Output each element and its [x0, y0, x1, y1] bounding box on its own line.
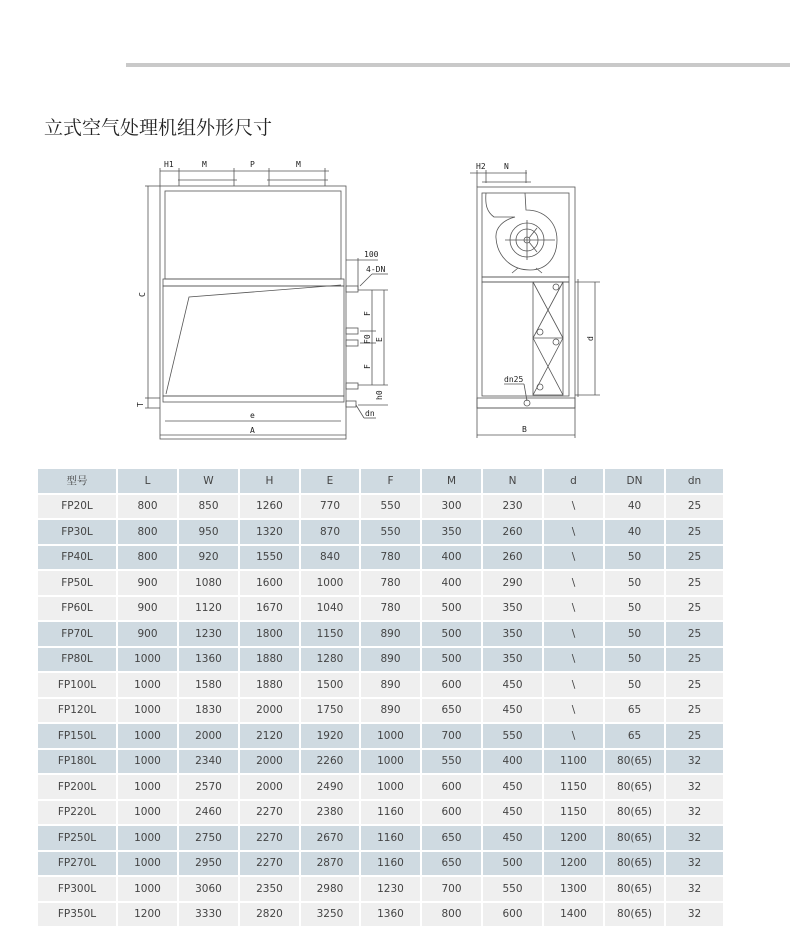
cell-dn-lower: 32 — [666, 801, 723, 825]
cell-l: 1200 — [118, 903, 177, 927]
cell-d: \ — [544, 648, 603, 672]
label-t: T — [136, 402, 145, 407]
cell-w: 850 — [179, 495, 238, 519]
cell-dn-lower: 25 — [666, 546, 723, 570]
cell-w: 1580 — [179, 673, 238, 697]
label-n: N — [504, 162, 509, 171]
cell-dn-upper: 40 — [605, 520, 664, 544]
cell-e: 1040 — [301, 597, 359, 621]
label-h1: H1 — [164, 160, 174, 169]
cell-l: 800 — [118, 546, 177, 570]
cell-h: 1880 — [240, 648, 299, 672]
label-dn25: dn25 — [504, 375, 524, 384]
cell-l: 1000 — [118, 724, 177, 748]
cell-model: FP120L — [38, 699, 116, 723]
cell-model: FP180L — [38, 750, 116, 774]
side-view-drawing — [470, 162, 600, 438]
label-h2: H2 — [476, 162, 486, 171]
cell-dn-lower: 25 — [666, 520, 723, 544]
cell-h: 2120 — [240, 724, 299, 748]
cell-n: 550 — [483, 724, 542, 748]
cell-n: 500 — [483, 852, 542, 876]
table-row — [38, 622, 723, 646]
cell-f: 890 — [361, 699, 420, 723]
cell-d: 1400 — [544, 903, 603, 927]
cell-d: \ — [544, 520, 603, 544]
cell-h: 2350 — [240, 877, 299, 901]
cell-model: FP60L — [38, 597, 116, 621]
cell-h: 1670 — [240, 597, 299, 621]
label-f-lower: F — [363, 364, 372, 369]
cell-f: 1160 — [361, 801, 420, 825]
cell-m: 600 — [422, 673, 481, 697]
cell-m: 550 — [422, 750, 481, 774]
cell-f: 890 — [361, 648, 420, 672]
cell-model: FP70L — [38, 622, 116, 646]
cell-e: 2380 — [301, 801, 359, 825]
cell-l: 800 — [118, 495, 177, 519]
table-row — [38, 903, 723, 927]
cell-l: 1000 — [118, 852, 177, 876]
cell-m: 300 — [422, 495, 481, 519]
label-a: A — [250, 426, 255, 435]
cell-l: 1000 — [118, 801, 177, 825]
table-row — [38, 750, 723, 774]
cell-e: 1500 — [301, 673, 359, 697]
cell-w: 920 — [179, 546, 238, 570]
label-h0: h0 — [375, 390, 384, 400]
dimension-spec-table — [36, 467, 725, 928]
cell-w: 3060 — [179, 877, 238, 901]
cell-d: 1150 — [544, 775, 603, 799]
cell-dn-lower: 32 — [666, 775, 723, 799]
cell-m: 650 — [422, 826, 481, 850]
cell-w: 1230 — [179, 622, 238, 646]
cell-d: 1200 — [544, 852, 603, 876]
cell-h: 2820 — [240, 903, 299, 927]
cell-h: 2270 — [240, 826, 299, 850]
cell-m: 700 — [422, 724, 481, 748]
cell-m: 400 — [422, 546, 481, 570]
cell-d: 1100 — [544, 750, 603, 774]
cell-dn-upper: 50 — [605, 546, 664, 570]
table-row — [38, 877, 723, 901]
cell-model: FP250L — [38, 826, 116, 850]
cell-dn-upper: 65 — [605, 724, 664, 748]
cell-dn-lower: 25 — [666, 699, 723, 723]
label-p: P — [250, 160, 255, 169]
col-header-e: E — [301, 469, 359, 493]
cell-f: 1230 — [361, 877, 420, 901]
cell-e: 2870 — [301, 852, 359, 876]
cell-e: 2670 — [301, 826, 359, 850]
cell-dn-lower: 25 — [666, 648, 723, 672]
cell-m: 500 — [422, 648, 481, 672]
cell-e: 1750 — [301, 699, 359, 723]
cell-l: 900 — [118, 571, 177, 595]
table-row — [38, 724, 723, 748]
cell-f: 890 — [361, 622, 420, 646]
cell-d: \ — [544, 495, 603, 519]
cell-dn-upper: 50 — [605, 597, 664, 621]
cell-m: 600 — [422, 775, 481, 799]
cell-w: 1080 — [179, 571, 238, 595]
cell-w: 2340 — [179, 750, 238, 774]
col-header-h: H — [240, 469, 299, 493]
table-row — [38, 597, 723, 621]
cell-dn-upper: 80(65) — [605, 877, 664, 901]
label-4-dn: 4-DN — [366, 265, 386, 274]
cell-dn-lower: 32 — [666, 877, 723, 901]
cell-l: 1000 — [118, 826, 177, 850]
cell-e: 870 — [301, 520, 359, 544]
cell-h: 1320 — [240, 520, 299, 544]
table-row — [38, 775, 723, 799]
cell-n: 230 — [483, 495, 542, 519]
cell-dn-upper: 50 — [605, 648, 664, 672]
cell-f: 1160 — [361, 826, 420, 850]
cell-w: 2570 — [179, 775, 238, 799]
page-title: 立式空气处理机组外形尺寸 — [44, 117, 273, 139]
col-header-f: F — [361, 469, 420, 493]
cell-e: 2490 — [301, 775, 359, 799]
cell-dn-upper: 40 — [605, 495, 664, 519]
cell-dn-upper: 80(65) — [605, 801, 664, 825]
cell-dn-lower: 32 — [666, 826, 723, 850]
table-row — [38, 673, 723, 697]
cell-d: \ — [544, 622, 603, 646]
col-header-dn-upper: DN — [605, 469, 664, 493]
cell-l: 800 — [118, 520, 177, 544]
label-f-upper: F — [363, 311, 372, 316]
table-row — [38, 520, 723, 544]
cell-m: 500 — [422, 622, 481, 646]
cell-m: 500 — [422, 597, 481, 621]
cell-dn-lower: 25 — [666, 597, 723, 621]
table-header-row — [38, 469, 723, 493]
cell-w: 2750 — [179, 826, 238, 850]
cell-h: 1880 — [240, 673, 299, 697]
cell-m: 800 — [422, 903, 481, 927]
cell-m: 350 — [422, 520, 481, 544]
cell-f: 1000 — [361, 775, 420, 799]
cell-f: 1000 — [361, 750, 420, 774]
col-header-d: d — [544, 469, 603, 493]
cell-m: 600 — [422, 801, 481, 825]
front-view-drawing — [136, 160, 388, 439]
col-header-n: N — [483, 469, 542, 493]
table-row — [38, 826, 723, 850]
cell-h: 1800 — [240, 622, 299, 646]
label-e: e — [250, 411, 255, 420]
table-body — [38, 495, 723, 927]
cell-d: \ — [544, 699, 603, 723]
cell-w: 1360 — [179, 648, 238, 672]
cell-w: 2000 — [179, 724, 238, 748]
cell-n: 450 — [483, 673, 542, 697]
cell-w: 1830 — [179, 699, 238, 723]
cell-n: 450 — [483, 826, 542, 850]
cell-m: 400 — [422, 571, 481, 595]
cell-f: 780 — [361, 571, 420, 595]
cell-w: 3330 — [179, 903, 238, 927]
cell-dn-upper: 50 — [605, 673, 664, 697]
cell-h: 2000 — [240, 699, 299, 723]
cell-h: 1600 — [240, 571, 299, 595]
label-100: 100 — [364, 250, 379, 259]
cell-f: 780 — [361, 546, 420, 570]
cell-model: FP150L — [38, 724, 116, 748]
cell-n: 290 — [483, 571, 542, 595]
cell-l: 900 — [118, 622, 177, 646]
cell-n: 350 — [483, 597, 542, 621]
cell-f: 550 — [361, 520, 420, 544]
cell-n: 600 — [483, 903, 542, 927]
label-e-dim: E — [375, 337, 384, 342]
label-m-left: M — [202, 160, 207, 169]
cell-h: 2270 — [240, 852, 299, 876]
label-dn: dn — [365, 409, 375, 418]
cell-m: 650 — [422, 852, 481, 876]
cell-d: \ — [544, 673, 603, 697]
cell-dn-lower: 25 — [666, 622, 723, 646]
cell-dn-lower: 25 — [666, 673, 723, 697]
cell-f: 780 — [361, 597, 420, 621]
cell-e: 1150 — [301, 622, 359, 646]
cell-model: FP300L — [38, 877, 116, 901]
cell-w: 2950 — [179, 852, 238, 876]
cell-l: 1000 — [118, 673, 177, 697]
cell-w: 2460 — [179, 801, 238, 825]
cell-f: 1360 — [361, 903, 420, 927]
cell-dn-upper: 50 — [605, 622, 664, 646]
cell-model: FP220L — [38, 801, 116, 825]
cell-h: 2000 — [240, 750, 299, 774]
cell-l: 1000 — [118, 775, 177, 799]
cell-l: 1000 — [118, 750, 177, 774]
cell-n: 400 — [483, 750, 542, 774]
cell-l: 1000 — [118, 699, 177, 723]
cell-h: 2000 — [240, 775, 299, 799]
cell-d: \ — [544, 724, 603, 748]
cell-dn-upper: 80(65) — [605, 852, 664, 876]
cell-model: FP200L — [38, 775, 116, 799]
col-header-w: W — [179, 469, 238, 493]
table-row — [38, 648, 723, 672]
cell-dn-upper: 80(65) — [605, 775, 664, 799]
cell-l: 1000 — [118, 877, 177, 901]
cell-m: 650 — [422, 699, 481, 723]
cell-dn-lower: 32 — [666, 852, 723, 876]
cell-dn-upper: 80(65) — [605, 826, 664, 850]
table-row — [38, 852, 723, 876]
dimension-drawings — [0, 0, 790, 460]
cell-e: 770 — [301, 495, 359, 519]
cell-dn-lower: 32 — [666, 903, 723, 927]
cell-n: 260 — [483, 520, 542, 544]
cell-f: 1160 — [361, 852, 420, 876]
cell-n: 450 — [483, 699, 542, 723]
cell-h: 1550 — [240, 546, 299, 570]
cell-d: 1200 — [544, 826, 603, 850]
cell-d: 1300 — [544, 877, 603, 901]
cell-dn-lower: 25 — [666, 495, 723, 519]
cell-model: FP100L — [38, 673, 116, 697]
cell-model: FP50L — [38, 571, 116, 595]
cell-e: 1280 — [301, 648, 359, 672]
cell-l: 1000 — [118, 648, 177, 672]
cell-e: 2260 — [301, 750, 359, 774]
table-row — [38, 495, 723, 519]
cell-h: 1260 — [240, 495, 299, 519]
label-c: C — [138, 292, 147, 297]
cell-n: 260 — [483, 546, 542, 570]
cell-dn-lower: 25 — [666, 571, 723, 595]
cell-dn-upper: 50 — [605, 571, 664, 595]
cell-dn-upper: 80(65) — [605, 903, 664, 927]
cell-d: \ — [544, 571, 603, 595]
cell-w: 950 — [179, 520, 238, 544]
cell-model: FP20L — [38, 495, 116, 519]
cell-e: 1920 — [301, 724, 359, 748]
label-f0: F0 — [363, 334, 372, 344]
cell-f: 550 — [361, 495, 420, 519]
cell-model: FP80L — [38, 648, 116, 672]
cell-model: FP30L — [38, 520, 116, 544]
table-row — [38, 801, 723, 825]
label-b: B — [522, 425, 527, 434]
cell-n: 450 — [483, 801, 542, 825]
cell-dn-lower: 25 — [666, 724, 723, 748]
cell-n: 350 — [483, 648, 542, 672]
cell-d: 1150 — [544, 801, 603, 825]
cell-l: 900 — [118, 597, 177, 621]
label-m-right: M — [296, 160, 301, 169]
col-header-model: 型号 — [38, 469, 116, 493]
cell-f: 1000 — [361, 724, 420, 748]
cell-dn-upper: 65 — [605, 699, 664, 723]
cell-m: 700 — [422, 877, 481, 901]
cell-e: 1000 — [301, 571, 359, 595]
col-header-dn-lower: dn — [666, 469, 723, 493]
cell-model: FP40L — [38, 546, 116, 570]
cell-n: 450 — [483, 775, 542, 799]
cell-dn-upper: 80(65) — [605, 750, 664, 774]
table-row — [38, 571, 723, 595]
cell-n: 550 — [483, 877, 542, 901]
cell-model: FP270L — [38, 852, 116, 876]
table-row — [38, 546, 723, 570]
cell-dn-lower: 32 — [666, 750, 723, 774]
cell-f: 890 — [361, 673, 420, 697]
cell-e: 3250 — [301, 903, 359, 927]
cell-model: FP350L — [38, 903, 116, 927]
cell-w: 1120 — [179, 597, 238, 621]
label-d: d — [586, 336, 595, 341]
cell-n: 350 — [483, 622, 542, 646]
col-header-l: L — [118, 469, 177, 493]
col-header-m: M — [422, 469, 481, 493]
table-row — [38, 699, 723, 723]
cell-d: \ — [544, 546, 603, 570]
cell-h: 2270 — [240, 801, 299, 825]
cell-d: \ — [544, 597, 603, 621]
cell-e: 2980 — [301, 877, 359, 901]
cell-e: 840 — [301, 546, 359, 570]
